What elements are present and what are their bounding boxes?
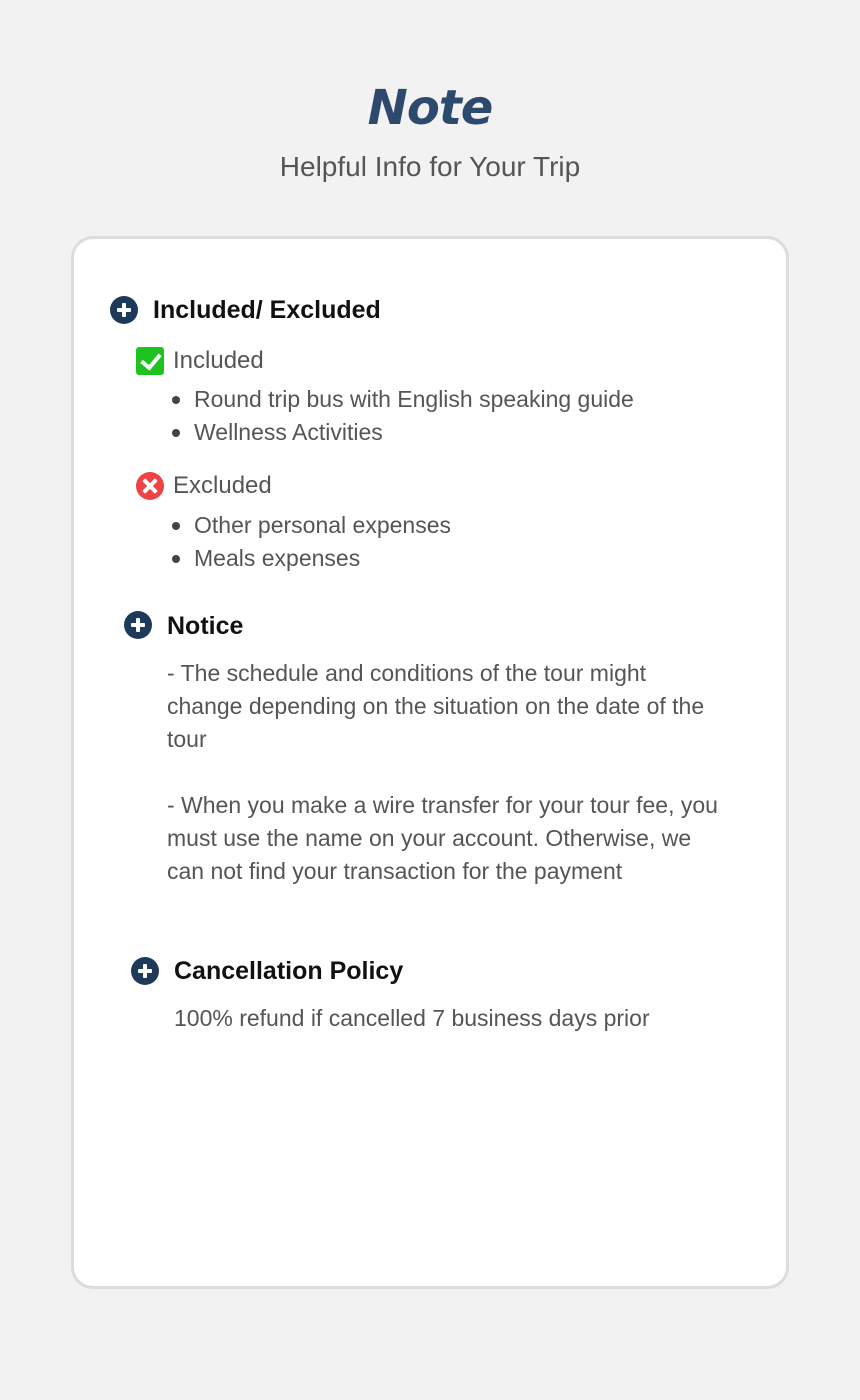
notice-heading[interactable]: Notice <box>167 612 244 640</box>
included-label: Included <box>173 347 264 374</box>
included-list <box>172 383 634 449</box>
included-excluded-heading[interactable]: Included/ Excluded <box>153 296 381 324</box>
list-item <box>172 383 634 416</box>
list-item <box>172 416 634 449</box>
list-item <box>172 542 451 575</box>
list-item-text: Other personal expenses <box>194 512 451 538</box>
bullet-dot <box>172 396 180 404</box>
bullet-dot <box>172 522 180 530</box>
list-item <box>172 509 451 542</box>
notice-paragraph: - When you make a wire transfer for your tour fee, you must use the name on your account. Otherwise, we can not find your transaction for the payment <box>167 792 718 884</box>
excluded-list <box>172 509 451 575</box>
x-circle-icon <box>136 472 164 500</box>
list-item-text: Round trip bus with English speaking guide <box>194 386 634 412</box>
bullet-dot <box>172 429 180 437</box>
page-title: Note <box>367 80 493 136</box>
plus-circle-icon[interactable] <box>124 611 152 639</box>
list-item-text: Wellness Activities <box>194 419 383 445</box>
info-card <box>71 236 789 1289</box>
bullet-dot <box>172 555 180 563</box>
notice-paragraph: - The schedule and conditions of the tour might change depending on the situation on the date of the tour <box>167 660 705 752</box>
plus-circle-icon[interactable] <box>131 957 159 985</box>
list-item-text: Meals expenses <box>194 545 361 571</box>
cancellation-policy-text: 100% refund if cancelled 7 business days prior <box>174 1005 650 1031</box>
check-box-icon <box>136 347 164 375</box>
plus-circle-icon[interactable] <box>110 296 138 324</box>
excluded-label: Excluded <box>173 472 272 499</box>
cancellation-policy-heading[interactable]: Cancellation Policy <box>174 957 404 985</box>
page-subtitle: Helpful Info for Your Trip <box>279 151 581 182</box>
